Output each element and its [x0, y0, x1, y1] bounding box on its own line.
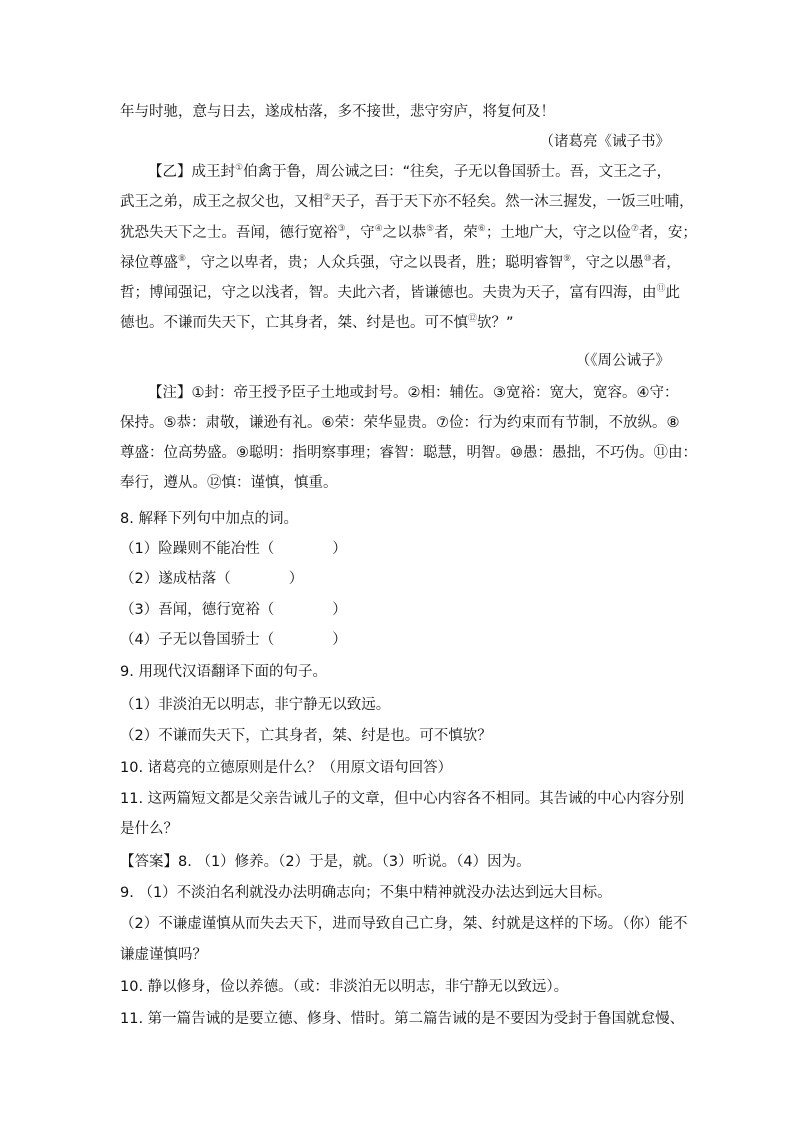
text-line: 禄位尊盛⑧，守之以卑者，贵；人众兵强，守之以畏者，胜；聪明睿智⑨，守之以愚⑩者，	[120, 254, 681, 271]
question-8: 8. 解释下列句中加点的词。	[120, 511, 298, 527]
answer-line: 谦虚谨慎吗？	[120, 947, 207, 963]
answer-line: （2）不谦虚谨慎从而失去天下，进而导致自己亡身，桀、纣就是这样的下场。（你）能不	[120, 916, 688, 932]
footnote-mark: ⑧	[178, 254, 187, 265]
question-10: 10. 诸葛亮的立德原则是什么？（用原文语句回答）	[120, 760, 453, 776]
question-item: （4）子无以鲁国骄士（ ）	[120, 632, 347, 648]
footnote-mark: ①	[235, 163, 244, 174]
note-line: 尊盛：位高势盛。⑨聪明：指明察事理；睿智：聪慧，明智。⑩愚：愚拙，不巧伪。⑪由：	[120, 445, 697, 461]
footnote-mark: ⑤	[426, 224, 435, 235]
note-line: 【注】①封：帝王授予臣子土地或封号。②相：辅佐。③宽裕：宽大，宽容。④守：	[148, 385, 679, 401]
note-line: 奉行，遵从。⑫慎：谨慎，慎重。	[120, 475, 338, 491]
text-line: 年与时驰，意与日去，遂成枯落，多不接世，悲守穷庐，将复何及！	[120, 104, 555, 120]
text-line: 【乙】成王封①伯禽于鲁，周公诫之曰：“往矣，子无以鲁国骄士。吾，文王之子，	[148, 163, 672, 180]
question-item: （2）遂成枯落（ ）	[120, 571, 304, 587]
footnote-mark: ⑨	[563, 254, 572, 265]
answer-10: 10. 静以修身，俭以养德。（或：非淡泊无以明志，非宁静无以致远）。	[120, 979, 569, 995]
note-line: 保持。⑤恭：肃敬，谦逊有礼。⑥荣：荣华显贵。⑦俭：行为约束而有节制，不放纵。⑧	[120, 415, 680, 431]
footnote-mark: ⑫	[468, 314, 478, 325]
answer-8: 【答案】8. （1）修养。（2）于是，就。（3）听说。（4）因为。	[120, 854, 531, 870]
question-item: （1）非淡泊无以明志，非宁静无以致远。	[120, 697, 391, 713]
footnote-mark: ⑩	[643, 254, 652, 265]
text-line: 哲；博闻强记，守之以浅者，智。夫此六者，皆谦德也。夫贵为天子，富有四海，由⑪此	[120, 284, 681, 301]
source-citation: （《周公诫子》	[575, 353, 670, 369]
text-line: 武王之弟，成王之叔父也，又相②天子，吾于天下亦不轻矣。然一沐三握发，一饭三吐哺，	[120, 193, 694, 210]
question-11-cont: 是什么？	[120, 821, 178, 837]
text-line: 犹恐失天下之士。吾闻，德行宽裕③，守④之以恭⑤者，荣⑥；土地广大，守之以俭⑦者，安；	[120, 224, 697, 241]
source-citation: （诸葛亮《诫子书》	[539, 134, 670, 150]
question-9: 9. 用现代汉语翻译下面的句子。	[120, 664, 327, 680]
footnote-mark: ⑦	[630, 224, 639, 235]
question-item: （2）不谦而失天下，亡其身者，桀、纣是也。可不慎欤？	[120, 728, 492, 744]
footnote-mark: ②	[323, 193, 332, 204]
text-line: 德也。不谦而失天下，亡其身者，桀、纣是也。可不慎⑫欤？”	[120, 314, 514, 331]
question-item: （3）吾闻，德行宽裕（ ）	[120, 602, 347, 618]
footnote-mark: ⑥	[477, 224, 486, 235]
footnote-mark: ③	[337, 224, 346, 235]
answer-9: 9. （1）不淡泊名利就没办法明确志向；不集中精神就没办法达到远大目标。	[120, 885, 612, 901]
question-item: （1）险躁则不能冶性（ ）	[120, 541, 347, 557]
question-11: 11. 这两篇短文都是父亲告诫儿子的文章，但中心内容各不相同。其告诫的中心内容分别	[120, 791, 685, 807]
footnote-mark: ④	[374, 224, 383, 235]
footnote-mark: ⑪	[656, 284, 666, 295]
answer-11: 11. 第一篇告诫的是要立德、修身、惜时。第二篇告诫的是不要因为受封于鲁国就怠慢、	[120, 1011, 685, 1027]
